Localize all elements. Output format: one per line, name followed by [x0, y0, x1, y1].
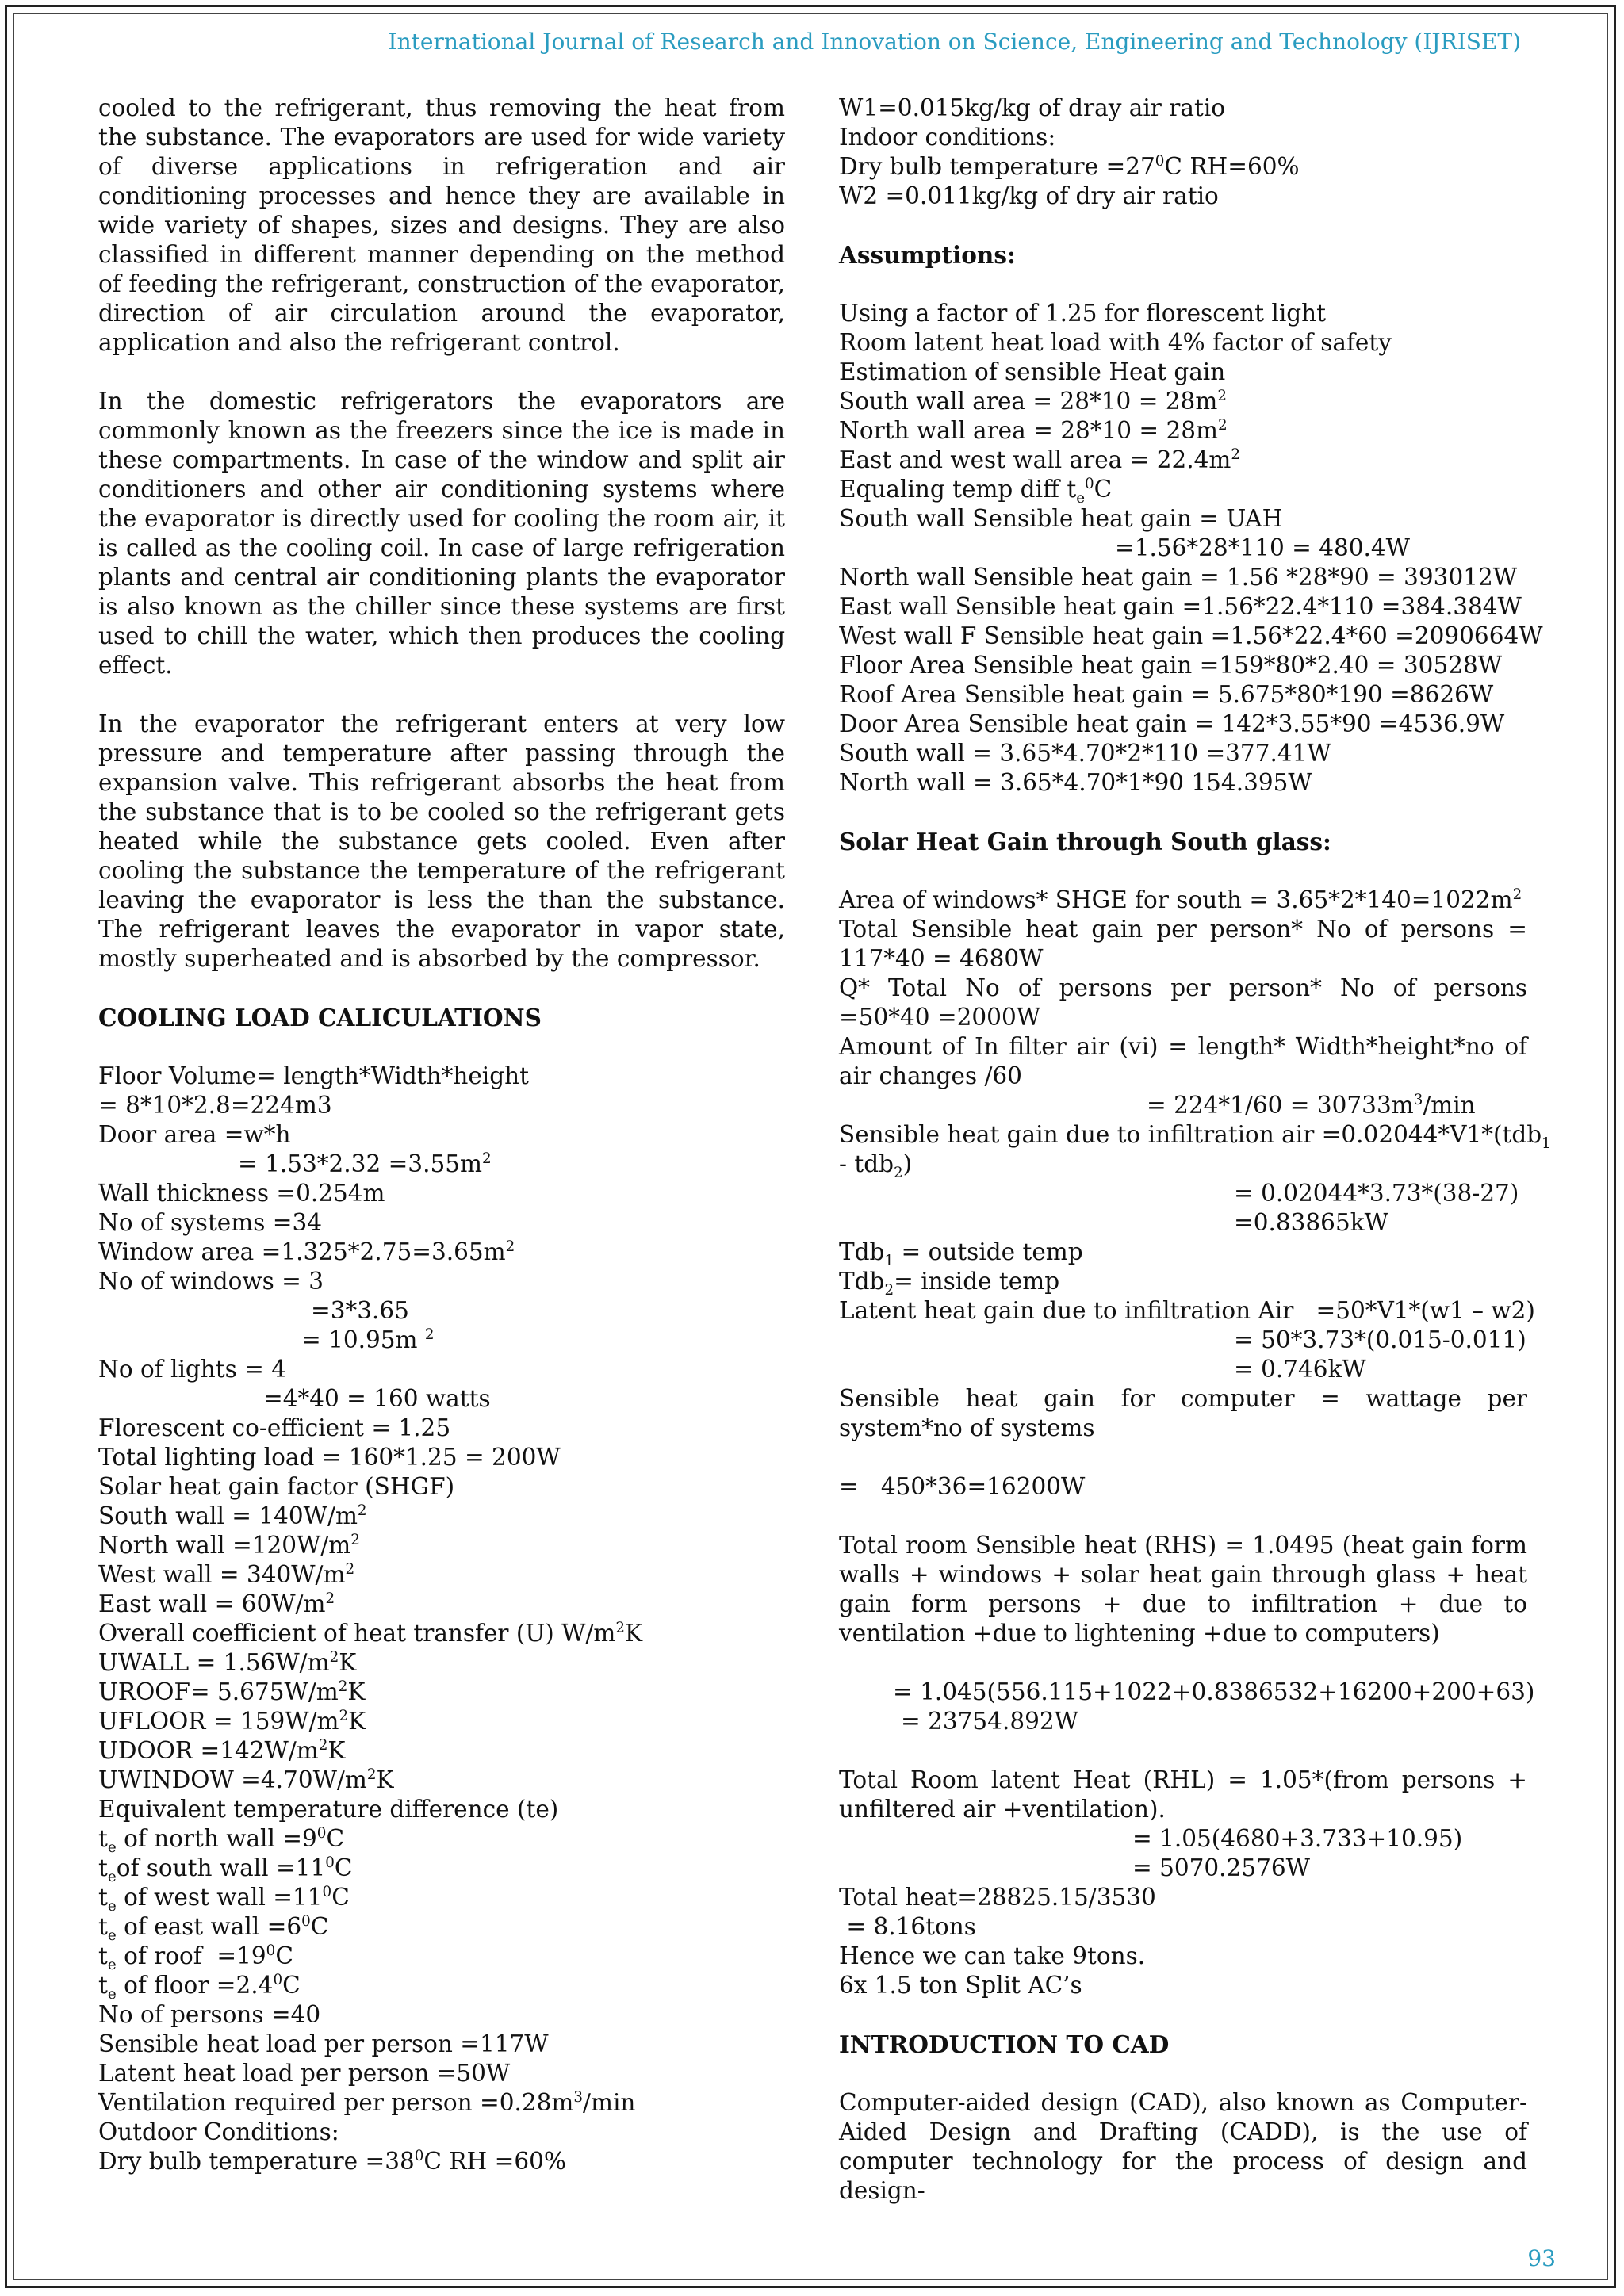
calc-line: Door Area Sensible heat gain = 142*3.55*90 =4536.9W	[839, 710, 1505, 737]
calc-line: Door area =w*h	[98, 1121, 291, 1148]
calc-line: Latent heat gain due to infiltration Air =50*V1*(w1 – w2)	[839, 1297, 1535, 1324]
calc-line: Total heat=28825.15/3530	[839, 1884, 1156, 1911]
paragraph: In the domestic refrigerators the evaporators are commonly known as the freezers since the ice is made in these compartments. In case of the window and split air conditioners and other air conditioning systems where the evaporator is directly used for cooling the room air, it is called as the cooling coil. In case of large refrigeration plants and central air conditioning plants the evaporator is also known as the chiller since these systems are first used to chill the water, which then produces the cooling effect.	[98, 388, 785, 679]
calc-line: = 8.16tons	[839, 1913, 976, 1940]
calc-line: No of systems =34	[98, 1209, 323, 1236]
calc-line: UWINDOW $=4.70W/m^2K$	[98, 1766, 394, 1793]
calc-line: = $1.53*2.32 =3.55m^2$	[238, 1150, 492, 1177]
calc-line: = $224*1/60 = 30733m^3/\min$	[1147, 1092, 1476, 1119]
calc-line: $t_eof$ south wall $=11^0C$	[98, 1854, 353, 1885]
calc-line: Ventilation required per person $=0.28m^3/\min$	[98, 2089, 636, 2116]
calc-line: = 8*10*2.8=224m3	[98, 1092, 332, 1119]
journal-header: International Journal of Research and Innovation on Science, Engineering and Technology (IJRISET)	[388, 29, 1521, 55]
calc-line: 6x 1.5 ton Split AC’s	[839, 1972, 1082, 1999]
calc-line: - tdb$_2$)	[839, 1150, 913, 1181]
calc-line: Tdb$_1$ = outside temp	[839, 1238, 1083, 1269]
section-heading-cooling-load: COOLING LOAD CALICULATIONS	[98, 1004, 542, 1031]
calc-line: North wall $=120W/m^2$	[98, 1532, 360, 1559]
calc-line: = 5070.2576W	[1132, 1854, 1310, 1881]
calc-line: Dry bulb temperature $=27^0C$ RH=60%	[839, 153, 1300, 180]
calc-line: Floor Area Sensible heat gain =159*80*2.40 = 30528W	[839, 652, 1503, 679]
calc-line: South wall area = $28*10 = 28m^2$	[839, 388, 1227, 415]
calc-line: West wall F Sensible heat gain =1.56*22.4*60 =2090664W	[839, 622, 1543, 649]
calc-line: = 23754.892W	[901, 1708, 1078, 1735]
section-heading-assumptions: Assumptions:	[839, 241, 1016, 269]
calc-line: UWALL = $1.56W/m^2K$	[98, 1649, 357, 1676]
calc-line: East wall = $60W/m^2$	[98, 1590, 335, 1617]
calc-line: South wall Sensible heat gain = UAH	[839, 505, 1283, 532]
left-column	[98, 94, 785, 2176]
section-heading-solar: Solar Heat Gain through South glass:	[839, 828, 1331, 855]
calc-line: Hence we can take 9tons.	[839, 1942, 1146, 1969]
calc-line: West wall = $340W/m^2$	[98, 1561, 355, 1588]
calc-line: = 0.02044*3.73*(38-27)	[1234, 1180, 1519, 1207]
calc-line: $t_e$ of east wall $=6^0C$	[98, 1913, 329, 1944]
calc-line: =3*3.65	[311, 1297, 409, 1324]
calc-line: Roof Area Sensible heat gain = 5.675*80*190 =8626W	[839, 681, 1494, 708]
calc-line: Wall thickness =0.254m	[98, 1180, 385, 1207]
calc-line: Dry bulb temperature $=38^0C$ RH =60%	[98, 2148, 566, 2175]
calc-line: South wall = $140W/m^2$	[98, 1502, 367, 1529]
calc-line: Total lighting load = 160*1.25 = 200W	[98, 1444, 561, 1471]
calc-line: Sensible heat gain for computer = wattage per system*no of systems	[839, 1385, 1527, 1441]
calc-line: = 1.045(556.115+1022+0.8386532+16200+200+63)	[893, 1678, 1535, 1705]
section-heading-cad: INTRODUCTION TO CAD	[839, 2030, 1170, 2058]
calc-line: No of windows = 3	[98, 1268, 324, 1295]
calc-line: Total Room latent Heat (RHL) = 1.05*(from persons + unfiltered air +ventilation).	[839, 1766, 1527, 1823]
calc-line: Equivalent temperature difference (te)	[98, 1796, 559, 1823]
calc-line: UFLOOR = $159W/m^2K$	[98, 1708, 366, 1735]
calc-line: W2 =0.011kg/kg of dry air ratio	[839, 182, 1219, 209]
calc-line: Total room Sensible heat (RHS) = 1.0495 (heat gain form walls + windows + solar heat gain through glass + heat gain form persons + due to infiltration + due to ventilation +due to lightening +due to computers)	[839, 1532, 1527, 1647]
calc-line: = 450*36=16200W	[839, 1473, 1086, 1500]
calc-line: South wall = 3.65*4.70*2*110 =377.41W	[839, 740, 1331, 767]
calc-line: Area of windows* SHGE for south = $3.65*2*140=1022m^2$	[839, 886, 1522, 913]
calc-line: =0.83865kW	[1234, 1209, 1388, 1236]
calc-line: = 50*3.73*(0.015-0.011)	[1234, 1326, 1526, 1353]
calc-line: Overall coefficient of heat transfer (U) $W/m^2K$	[98, 1620, 643, 1647]
page-number: 93	[1527, 2245, 1556, 2271]
calc-line: UROOF= $5.675W/m^2K$	[98, 1678, 366, 1705]
calc-line: Window area $=1.325*2.75=3.65m^2$	[98, 1238, 515, 1265]
calc-line: $t_e$ of floor $=2.4^0C$	[98, 1972, 301, 2003]
paragraph: In the evaporator the refrigerant enters at very low pressure and temperature after passing through the expansion valve. This refrigerant absorbs the heat from the substance that is to be cooled so the refrigerant gets heated while the substance gets cooled. Even after cooling the substance the temperature of the refrigerant leaving the evaporator is less the than the substance. The refrigerant leaves the evaporator in vapor state, mostly superheated and is absorbed by the compressor.	[98, 710, 785, 972]
right-column	[839, 94, 1551, 2206]
calc-line: =4*40 = 160 watts	[263, 1385, 491, 1412]
calc-line: Room latent heat load with 4% factor of safety	[839, 329, 1392, 356]
calc-line: Q* Total No of persons per person* No of persons =50*40 =2000W	[839, 974, 1527, 1031]
calc-line: North wall = 3.65*4.70*1*90 154.395W	[839, 769, 1312, 796]
calc-line: Equaling temp diff $t_e^0C$	[839, 476, 1113, 507]
calc-line: No of lights = 4	[98, 1356, 286, 1383]
calc-line: Total Sensible heat gain per person* No of persons = 117*40 = 4680W	[839, 916, 1527, 972]
calc-line: Indoor conditions:	[839, 124, 1056, 151]
calc-line: Floor Volume= length*Width*height	[98, 1062, 529, 1089]
calc-line: East wall Sensible heat gain =1.56*22.4*110 =384.384W	[839, 593, 1522, 620]
calc-line: No of persons =40	[98, 2001, 321, 2028]
calc-line: North wall Sensible heat gain = 1.56 *28*90 = 393012W	[839, 564, 1518, 591]
calc-line: Florescent co-efficient = 1.25	[98, 1414, 451, 1441]
calc-line: = 0.746kW	[1234, 1356, 1366, 1383]
calc-line: Outdoor Conditions:	[98, 2118, 339, 2145]
calc-line: Estimation of sensible Heat gain	[839, 358, 1226, 385]
calc-line: Using a factor of 1.25 for florescent light	[839, 300, 1327, 327]
calc-line: Tdb$_2$= inside temp	[839, 1268, 1060, 1299]
calc-line: UDOOR $=142W/m^2K$	[98, 1737, 346, 1764]
calc-line: =1.56*28*110 = 480.4W	[1115, 534, 1410, 561]
calc-line: Sensible heat gain due to infiltration air =0.02044*V1*(tdb$_1$	[839, 1121, 1551, 1152]
calc-line: Sensible heat load per person =117W	[98, 2030, 549, 2057]
calc-line: Amount of In filter air (vi) = length* Width*height*no of air changes /60	[839, 1033, 1527, 1089]
paragraph: cooled to the refrigerant, thus removing the heat from the substance. The evaporators are used for wide variety of diverse applications in refrigeration and air conditioning processes and hence they are available in wide variety of shapes, sizes and designs. They are also classified in different manner depending on the method of feeding the refrigerant, construction of the evaporator, direction of air circulation around the evaporator, application and also the refrigerant control.	[98, 94, 785, 356]
calc-line: $t_e$ of west wall $=11^0C$	[98, 1884, 350, 1915]
calc-line: Latent heat load per person =50W	[98, 2060, 511, 2087]
calc-line: W1=0.015kg/kg of dray air ratio	[839, 94, 1226, 121]
calc-line: East and west wall area = $22.4m^2$	[839, 446, 1241, 473]
calc-line: North wall area = $28*10 = 28m^2$	[839, 417, 1228, 444]
calc-line: = 1.05(4680+3.733+10.95)	[1132, 1825, 1463, 1852]
paragraph: Computer-aided design (CAD), also known as Computer-Aided Design and Drafting (CADD), is the use of computer technology for the process of design and design-	[839, 2089, 1527, 2204]
calc-line: Solar heat gain factor (SHGF)	[98, 1473, 455, 1500]
calc-line: $t_e$ of north wall $=9^0C$	[98, 1825, 345, 1856]
calc-line: = 10.95m $^2$	[301, 1326, 435, 1353]
calc-line: $t_e$ of roof $=19^0C$	[98, 1942, 293, 1973]
